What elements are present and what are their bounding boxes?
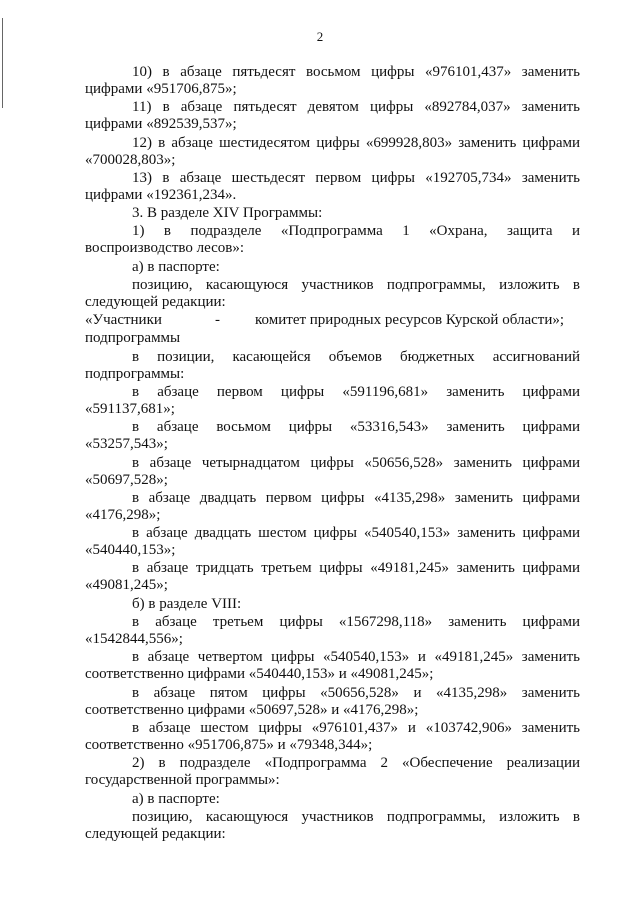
paragraph: б) в разделе VIII: xyxy=(132,595,242,612)
paragraph: позицию, касающуюся участников подпрограммы, изложить в следующей редакции: xyxy=(85,808,580,842)
participants-value: комитет природных ресурсов Курской области»; xyxy=(255,312,565,329)
paragraph: в абзаце шестом цифры «976101,437» и «103742,906» заменить соответственно «951706,875» и «79348,344»; xyxy=(85,719,580,753)
participants-label-cont: подпрограммы xyxy=(85,330,181,347)
paragraph: 3. В разделе XIV Программы: xyxy=(132,205,323,222)
paragraph: в абзаце четырнадцатом цифры «50656,528» заменить цифрами «50697,528»; xyxy=(85,454,580,488)
paragraph: в абзаце тридцать третьем цифры «49181,245» заменить цифрами «49081,245»; xyxy=(85,560,580,594)
paragraph: позицию, касающуюся участников подпрограммы, изложить в следующей редакции: xyxy=(85,277,580,311)
paragraph: а) в паспорте: xyxy=(132,258,220,275)
paragraph: в абзаце третьем цифры «1567298,118» заменить цифрами «1542844,556»; xyxy=(85,614,580,648)
paragraph: в абзаце четвертом цифры «540540,153» и «49181,245» заменить соответственно цифрами «540440,153» и «49081,245»; xyxy=(85,649,580,683)
participants-dash: - xyxy=(215,312,220,329)
paragraph: в абзаце первом цифры «591196,681» заменить цифрами «591137,681»; xyxy=(85,383,580,417)
paragraph: 1) в подразделе «Подпрограмма 1 «Охрана, защита и воспроизводство лесов»: xyxy=(85,223,580,257)
paragraph: в позиции, касающейся объемов бюджетных ассигнований подпрограммы: xyxy=(85,348,580,382)
paragraph: 11) в абзаце пятьдесят девятом цифры «892784,037» заменить цифрами «892539,537»; xyxy=(85,99,580,133)
page-number: 2 xyxy=(316,29,324,44)
paragraph: 12) в абзаце шестидесятом цифры «699928,803» заменить цифрами «700028,803»; xyxy=(85,134,580,168)
paragraph: а) в паспорте: xyxy=(132,790,220,807)
paragraph: в абзаце восьмом цифры «53316,543» заменить цифрами «53257,543»; xyxy=(85,419,580,453)
paragraph: 13) в абзаце шестьдесят первом цифры «192705,734» заменить цифрами «192361,234». xyxy=(85,169,580,203)
paragraph: 10) в абзаце пятьдесят восьмом цифры «976101,437» заменить цифрами «951706,875»; xyxy=(85,64,580,97)
participants-label: «Участники xyxy=(85,312,162,329)
participants-row xyxy=(85,312,580,329)
paragraph: в абзаце двадцать первом цифры «4135,298» заменить цифрами «4176,298»; xyxy=(85,489,580,523)
paragraph: в абзаце пятом цифры «50656,528» и «4135,298» заменить соответственно цифрами «50697,528» и «4176,298»; xyxy=(85,684,580,718)
paragraph: в абзаце двадцать шестом цифры «540540,153» заменить цифрами «540440,153»; xyxy=(85,525,580,559)
paragraph: 2) в подразделе «Подпрограмма 2 «Обеспечение реализации государственной программы»: xyxy=(85,755,580,789)
document-body xyxy=(85,64,580,844)
